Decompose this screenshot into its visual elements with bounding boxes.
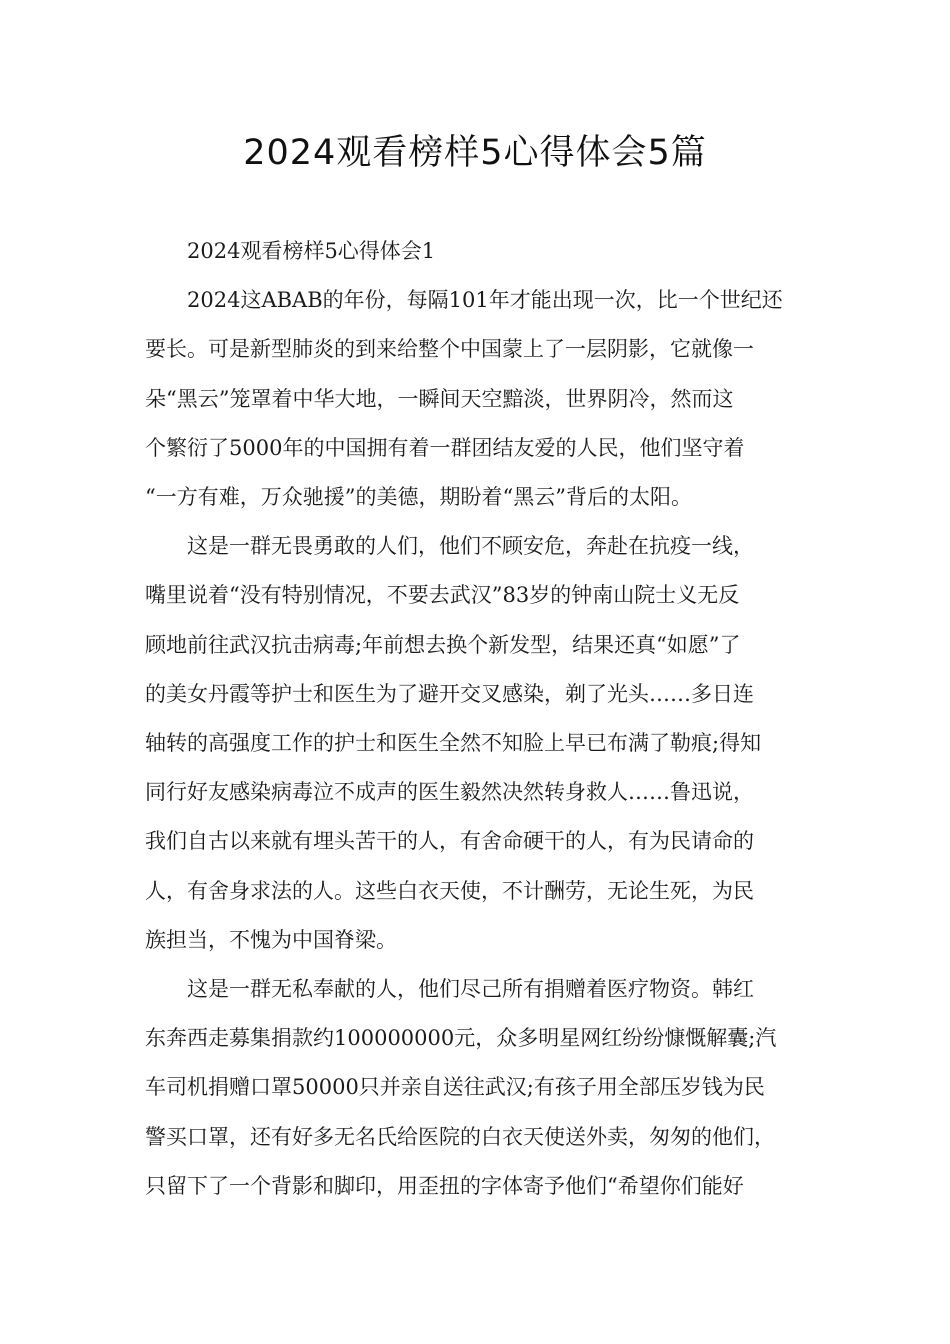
paragraph-line: 嘴里说着“没有特别情况，不要去武汉”83岁的钟南山院士义无反 xyxy=(145,583,740,608)
paragraph-line: 人，有舍身求法的人。这些白衣天使，不计酬劳，无论生死，为民 xyxy=(145,878,754,903)
paragraph-line: 同行好友感染病毒泣不成声的医生毅然决然转身救人……鲁迅说， xyxy=(145,780,754,805)
section-heading xyxy=(145,227,825,276)
paragraph-line: 要长。可是新型肺炎的到来给整个中国蒙上了一层阴影，它就像一 xyxy=(145,337,754,362)
paragraph-line: 轴转的高强度工作的护士和医生全然不知脸上早已布满了勒痕;得知 xyxy=(145,731,762,756)
paragraph-line: 东奔西走募集捐款约100000000元，众多明星网红纷纷慷慨解囊;汽 xyxy=(145,1026,777,1051)
paragraph-line: 个繁衍了5000年的中国拥有着一群团结友爱的人民，他们坚守着 xyxy=(145,435,745,460)
paragraph-line: 这是一群无畏勇敢的人们，他们不顾安危，奔赴在抗疫一线， xyxy=(187,534,754,559)
paragraph-3 xyxy=(145,965,825,1211)
paragraph-line: 族担当，不愧为中国脊梁。 xyxy=(145,927,397,952)
document-body xyxy=(145,227,825,1211)
section-heading-text: 2024观看榜样5心得体会1 xyxy=(187,239,436,263)
paragraph-line: 警买口罩，还有好多无名氏给医院的白衣天使送外卖，匆匆的他们， xyxy=(145,1124,775,1149)
paragraph-line: 只留下了一个背影和脚印，用歪扭的字体寄予他们“希望你们能好 xyxy=(145,1173,744,1198)
paragraph-line: 的美女丹霞等护士和医生为了避开交叉感染，剃了光头……多日连 xyxy=(145,681,754,706)
paragraph-line: “一方有难，万众驰援”的美德，期盼着“黑云”背后的太阳。 xyxy=(145,485,692,510)
paragraph-line: 我们自古以来就有埋头苦干的人，有舍命硬干的人，有为民请命的 xyxy=(145,829,754,854)
paragraph-line: 2024这ABAB的年份，每隔101年才能出现一次，比一个世纪还 xyxy=(187,288,783,313)
paragraph-line: 车司机捐赠口罩50000只并亲自送往武汉;有孩子用全部压岁钱为民 xyxy=(145,1075,765,1100)
document-title: 2024观看榜样5心得体会5篇 xyxy=(243,133,707,173)
paragraph-line: 顾地前往武汉抗击病毒;年前想去换个新发型，结果还真“如愿”了 xyxy=(145,632,741,657)
paragraph-line: 这是一群无私奉献的人，他们尽己所有捐赠着医疗物资。韩红 xyxy=(187,977,754,1002)
paragraph-2 xyxy=(145,522,825,965)
paragraph-line: 朵“黑云”笼罩着中华大地，一瞬间天空黯淡，世界阴冷，然而这 xyxy=(145,386,734,411)
paragraph-1 xyxy=(145,276,825,522)
